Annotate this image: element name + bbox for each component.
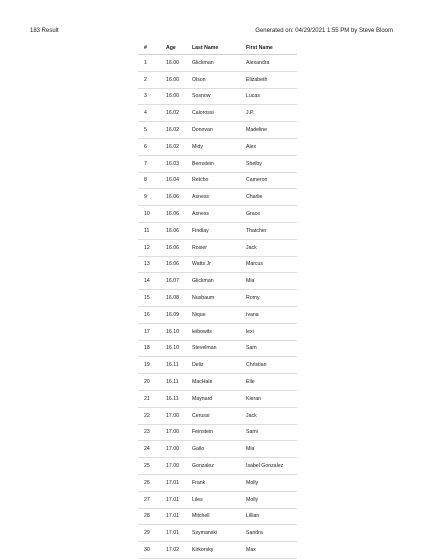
table-row <box>138 323 297 340</box>
table-row <box>138 525 297 542</box>
cell-age: 16.02 <box>166 122 192 139</box>
cell-number: 5 <box>138 122 166 139</box>
cell-last-name: Gallo <box>192 441 246 458</box>
cell-last-name: Maynard <box>192 390 246 407</box>
cell-last-name: Gonzalez <box>192 458 246 475</box>
cell-number: 24 <box>138 441 166 458</box>
cell-first-name: Sandra <box>246 525 297 542</box>
cell-last-name: Rosier <box>192 239 246 256</box>
cell-age: 17.00 <box>166 458 192 475</box>
cell-number: 17 <box>138 323 166 340</box>
cell-first-name: Madeline <box>246 122 297 139</box>
cell-age: 16.11 <box>166 357 192 374</box>
cell-number: 28 <box>138 508 166 525</box>
cell-first-name: Romy <box>246 290 297 307</box>
cell-first-name: Lillian <box>246 508 297 525</box>
cell-first-name: Jack <box>246 239 297 256</box>
cell-last-name: leibowits <box>192 323 246 340</box>
table-row <box>138 189 297 206</box>
cell-number: 20 <box>138 374 166 391</box>
cell-number: 4 <box>138 105 166 122</box>
cell-age: 17.01 <box>166 491 192 508</box>
table-row <box>138 491 297 508</box>
cell-number: 26 <box>138 474 166 491</box>
cell-last-name: Glickman <box>192 273 246 290</box>
cell-first-name: Jack <box>246 407 297 424</box>
table-row <box>138 256 297 273</box>
cell-number: 10 <box>138 206 166 223</box>
table-row <box>138 458 297 475</box>
cell-last-name: Bernstein <box>192 155 246 172</box>
cell-first-name: J.P. <box>246 105 297 122</box>
cell-number: 1 <box>138 55 166 72</box>
table-row <box>138 172 297 189</box>
table-row <box>138 55 297 72</box>
cell-age: 16.07 <box>166 273 192 290</box>
cell-last-name: Nique <box>192 306 246 323</box>
cell-last-name: Sosnow <box>192 88 246 105</box>
table-row <box>138 122 297 139</box>
cell-first-name: Ivana <box>246 306 297 323</box>
cell-last-name: Glickman <box>192 55 246 72</box>
generated-info: Generated on: 04/29/2021 1:55 PM by Steve Bloom <box>255 28 393 34</box>
cell-number: 16 <box>138 306 166 323</box>
table-header-row <box>138 41 297 55</box>
table-row <box>138 71 297 88</box>
cell-last-name: Liles <box>192 491 246 508</box>
cell-first-name: Mia <box>246 441 297 458</box>
cell-age: 16.11 <box>166 374 192 391</box>
cell-last-name: Donovan <box>192 122 246 139</box>
table-row <box>138 105 297 122</box>
column-header-last-name: Last Name <box>192 41 246 55</box>
cell-last-name: Asness <box>192 189 246 206</box>
results-table <box>138 41 297 559</box>
table-row <box>138 290 297 307</box>
table-row <box>138 508 297 525</box>
cell-first-name: lexi <box>246 323 297 340</box>
cell-age: 17.00 <box>166 441 192 458</box>
cell-age: 17.00 <box>166 424 192 441</box>
cell-age: 16.02 <box>166 105 192 122</box>
cell-number: 18 <box>138 340 166 357</box>
cell-number: 6 <box>138 138 166 155</box>
cell-first-name: Elle <box>246 374 297 391</box>
cell-age: 17.02 <box>166 542 192 559</box>
cell-first-name: Sam <box>246 340 297 357</box>
result-count: 183 Result <box>30 28 59 34</box>
cell-last-name: Deliz <box>192 357 246 374</box>
cell-age: 16.00 <box>166 71 192 88</box>
cell-last-name: Watts Jr <box>192 256 246 273</box>
cell-last-name: Asness <box>192 206 246 223</box>
cell-age: 16.00 <box>166 88 192 105</box>
cell-last-name: Szymanski <box>192 525 246 542</box>
table-row <box>138 138 297 155</box>
cell-last-name: Nusbaum <box>192 290 246 307</box>
cell-age: 16.10 <box>166 323 192 340</box>
cell-first-name: Thatcher <box>246 222 297 239</box>
cell-age: 16.02 <box>166 138 192 155</box>
cell-first-name: Isabel Gonzalez <box>246 458 297 475</box>
cell-age: 16.11 <box>166 390 192 407</box>
column-header-age: Age <box>166 41 192 55</box>
cell-age: 16.08 <box>166 290 192 307</box>
cell-age: 16.06 <box>166 239 192 256</box>
cell-number: 19 <box>138 357 166 374</box>
cell-age: 17.01 <box>166 525 192 542</box>
cell-number: 22 <box>138 407 166 424</box>
cell-number: 2 <box>138 71 166 88</box>
cell-first-name: Kieran <box>246 390 297 407</box>
cell-first-name: Sami <box>246 424 297 441</box>
cell-age: 17.01 <box>166 508 192 525</box>
cell-number: 14 <box>138 273 166 290</box>
cell-last-name: Cerussi <box>192 407 246 424</box>
cell-number: 11 <box>138 222 166 239</box>
cell-age: 17.01 <box>166 474 192 491</box>
cell-first-name: Cameron <box>246 172 297 189</box>
table-row <box>138 222 297 239</box>
cell-first-name: Marcus <box>246 256 297 273</box>
cell-age: 16.09 <box>166 306 192 323</box>
table-row <box>138 239 297 256</box>
cell-last-name: Calorossi <box>192 105 246 122</box>
cell-last-name: Retcho <box>192 172 246 189</box>
column-header-first-name: First Name <box>246 41 297 55</box>
cell-first-name: Shelby <box>246 155 297 172</box>
table-row <box>138 542 297 559</box>
cell-number: 3 <box>138 88 166 105</box>
cell-number: 8 <box>138 172 166 189</box>
table-row <box>138 357 297 374</box>
cell-number: 29 <box>138 525 166 542</box>
table-row <box>138 407 297 424</box>
cell-age: 16.06 <box>166 206 192 223</box>
cell-first-name: Alexandra <box>246 55 297 72</box>
column-header-number: # <box>138 41 166 55</box>
cell-first-name: Mia <box>246 273 297 290</box>
cell-number: 27 <box>138 491 166 508</box>
cell-last-name: Findlay <box>192 222 246 239</box>
cell-number: 15 <box>138 290 166 307</box>
cell-last-name: Frank <box>192 474 246 491</box>
cell-age: 16.10 <box>166 340 192 357</box>
table-row <box>138 374 297 391</box>
table-body <box>138 55 297 559</box>
cell-age: 16.06 <box>166 256 192 273</box>
cell-first-name: Grace <box>246 206 297 223</box>
table-row <box>138 390 297 407</box>
cell-last-name: Midy <box>192 138 246 155</box>
cell-last-name: Mitchell <box>192 508 246 525</box>
table-row <box>138 273 297 290</box>
cell-number: 12 <box>138 239 166 256</box>
cell-first-name: Molly <box>246 491 297 508</box>
cell-number: 23 <box>138 424 166 441</box>
cell-first-name: Max <box>246 542 297 559</box>
cell-first-name: Lucas <box>246 88 297 105</box>
cell-last-name: Olson <box>192 71 246 88</box>
cell-first-name: Alex <box>246 138 297 155</box>
cell-last-name: Feinstein <box>192 424 246 441</box>
cell-number: 13 <box>138 256 166 273</box>
cell-first-name: Elizabeth <box>246 71 297 88</box>
table-row <box>138 424 297 441</box>
cell-age: 16.00 <box>166 55 192 72</box>
cell-number: 9 <box>138 189 166 206</box>
table-row <box>138 306 297 323</box>
cell-first-name: Charlie <box>246 189 297 206</box>
cell-age: 16.04 <box>166 172 192 189</box>
cell-number: 7 <box>138 155 166 172</box>
cell-last-name: Stevelman <box>192 340 246 357</box>
table-row <box>138 206 297 223</box>
table-row <box>138 474 297 491</box>
table-row <box>138 441 297 458</box>
cell-last-name: MacHale <box>192 374 246 391</box>
cell-age: 16.06 <box>166 189 192 206</box>
cell-number: 25 <box>138 458 166 475</box>
cell-number: 21 <box>138 390 166 407</box>
table-row <box>138 340 297 357</box>
cell-first-name: Christian <box>246 357 297 374</box>
cell-age: 16.03 <box>166 155 192 172</box>
cell-last-name: Kirkorsky <box>192 542 246 559</box>
cell-age: 17.00 <box>166 407 192 424</box>
cell-first-name: Molly <box>246 474 297 491</box>
table-row <box>138 155 297 172</box>
cell-age: 16.06 <box>166 222 192 239</box>
cell-number: 30 <box>138 542 166 559</box>
table-row <box>138 88 297 105</box>
